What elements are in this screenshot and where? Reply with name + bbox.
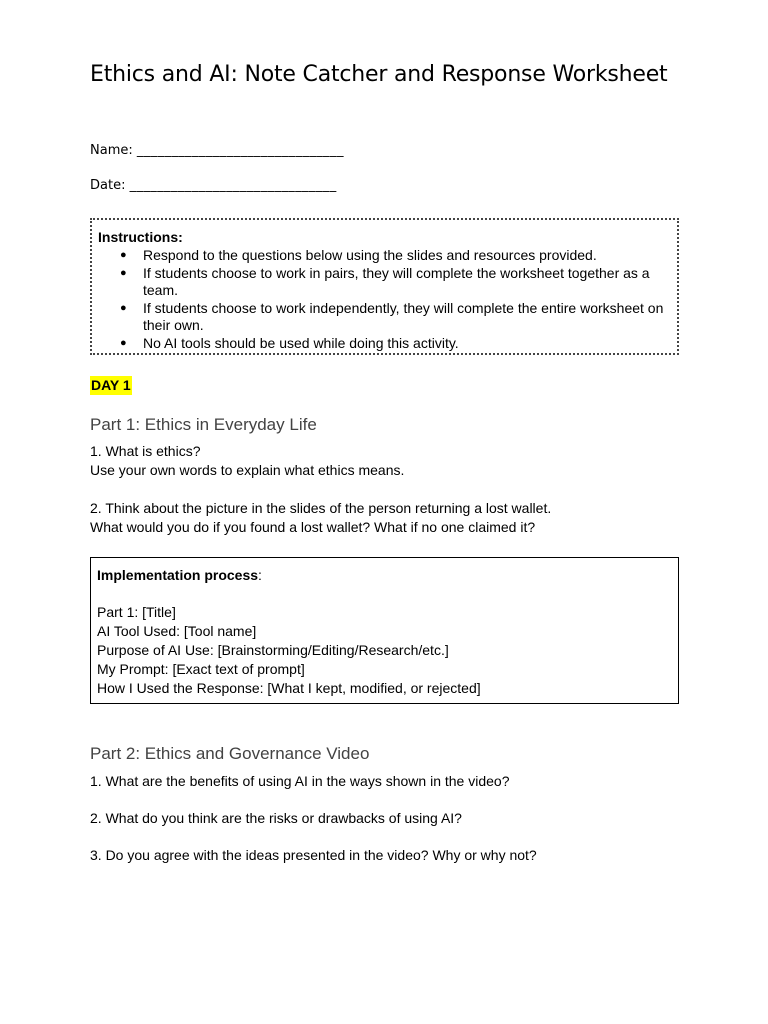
bullet-icon: ● <box>120 302 127 314</box>
date-blank-line: ______________________________ <box>129 178 337 193</box>
implementation-box <box>90 557 679 704</box>
date-label: Date: <box>90 178 126 193</box>
bullet-icon: ● <box>120 267 127 279</box>
instruction-item <box>98 300 671 334</box>
question-text: Use your own words to explain what ethics means. <box>90 462 405 478</box>
name-label: Name: <box>90 143 133 158</box>
implementation-line: My Prompt: [Exact text of prompt] <box>97 661 305 677</box>
name-field <box>90 143 344 158</box>
question-text: 2. Think about the picture in the slides of the person returning a lost wallet. <box>90 500 552 516</box>
bullet-icon: ● <box>120 249 127 261</box>
part2-question-2: 2. What do you think are the risks or drawbacks of using AI? <box>90 810 462 826</box>
name-blank-line: ______________________________ <box>136 143 344 158</box>
bullet-icon: ● <box>120 337 127 349</box>
implementation-line: Purpose of AI Use: [Brainstorming/Editing/Research/etc.] <box>97 642 449 658</box>
date-field <box>90 178 337 193</box>
part1-heading: Part 1: Ethics in Everyday Life <box>90 415 317 434</box>
instruction-item <box>98 265 671 299</box>
instruction-text: No AI tools should be used while doing this activity. <box>143 335 459 351</box>
instructions-list <box>98 247 671 352</box>
instruction-text: If students choose to work independently, they will complete the entire worksheet on their own. <box>143 300 664 333</box>
part1-question-1 <box>90 442 404 480</box>
day-label: DAY 1 <box>91 377 131 393</box>
instruction-item <box>98 247 671 264</box>
question-text: 1. What is ethics? <box>90 443 201 459</box>
question-text: What would you do if you found a lost wallet? What if no one claimed it? <box>90 519 536 535</box>
part2-question-3: 3. Do you agree with the ideas presented in the video? Why or why not? <box>90 847 537 863</box>
instruction-item <box>98 335 671 352</box>
part2-question-1: 1. What are the benefits of using AI in the ways shown in the video? <box>90 773 510 789</box>
implementation-heading: Implementation process: <box>97 567 262 583</box>
instructions-heading: Instructions: <box>98 229 183 245</box>
implementation-line: How I Used the Response: [What I kept, modified, or rejected] <box>97 680 481 696</box>
instructions-box <box>90 218 679 355</box>
part1-question-2 <box>90 499 551 537</box>
page-title: Ethics and AI: Note Catcher and Response Worksheet <box>90 62 668 87</box>
implementation-line: AI Tool Used: [Tool name] <box>97 623 257 639</box>
part2-heading: Part 2: Ethics and Governance Video <box>90 744 370 763</box>
implementation-line: Part 1: [Title] <box>97 604 176 620</box>
instruction-text: Respond to the questions below using the slides and resources provided. <box>143 247 597 263</box>
instruction-text: If students choose to work in pairs, they will complete the worksheet together as a team. <box>143 265 650 298</box>
